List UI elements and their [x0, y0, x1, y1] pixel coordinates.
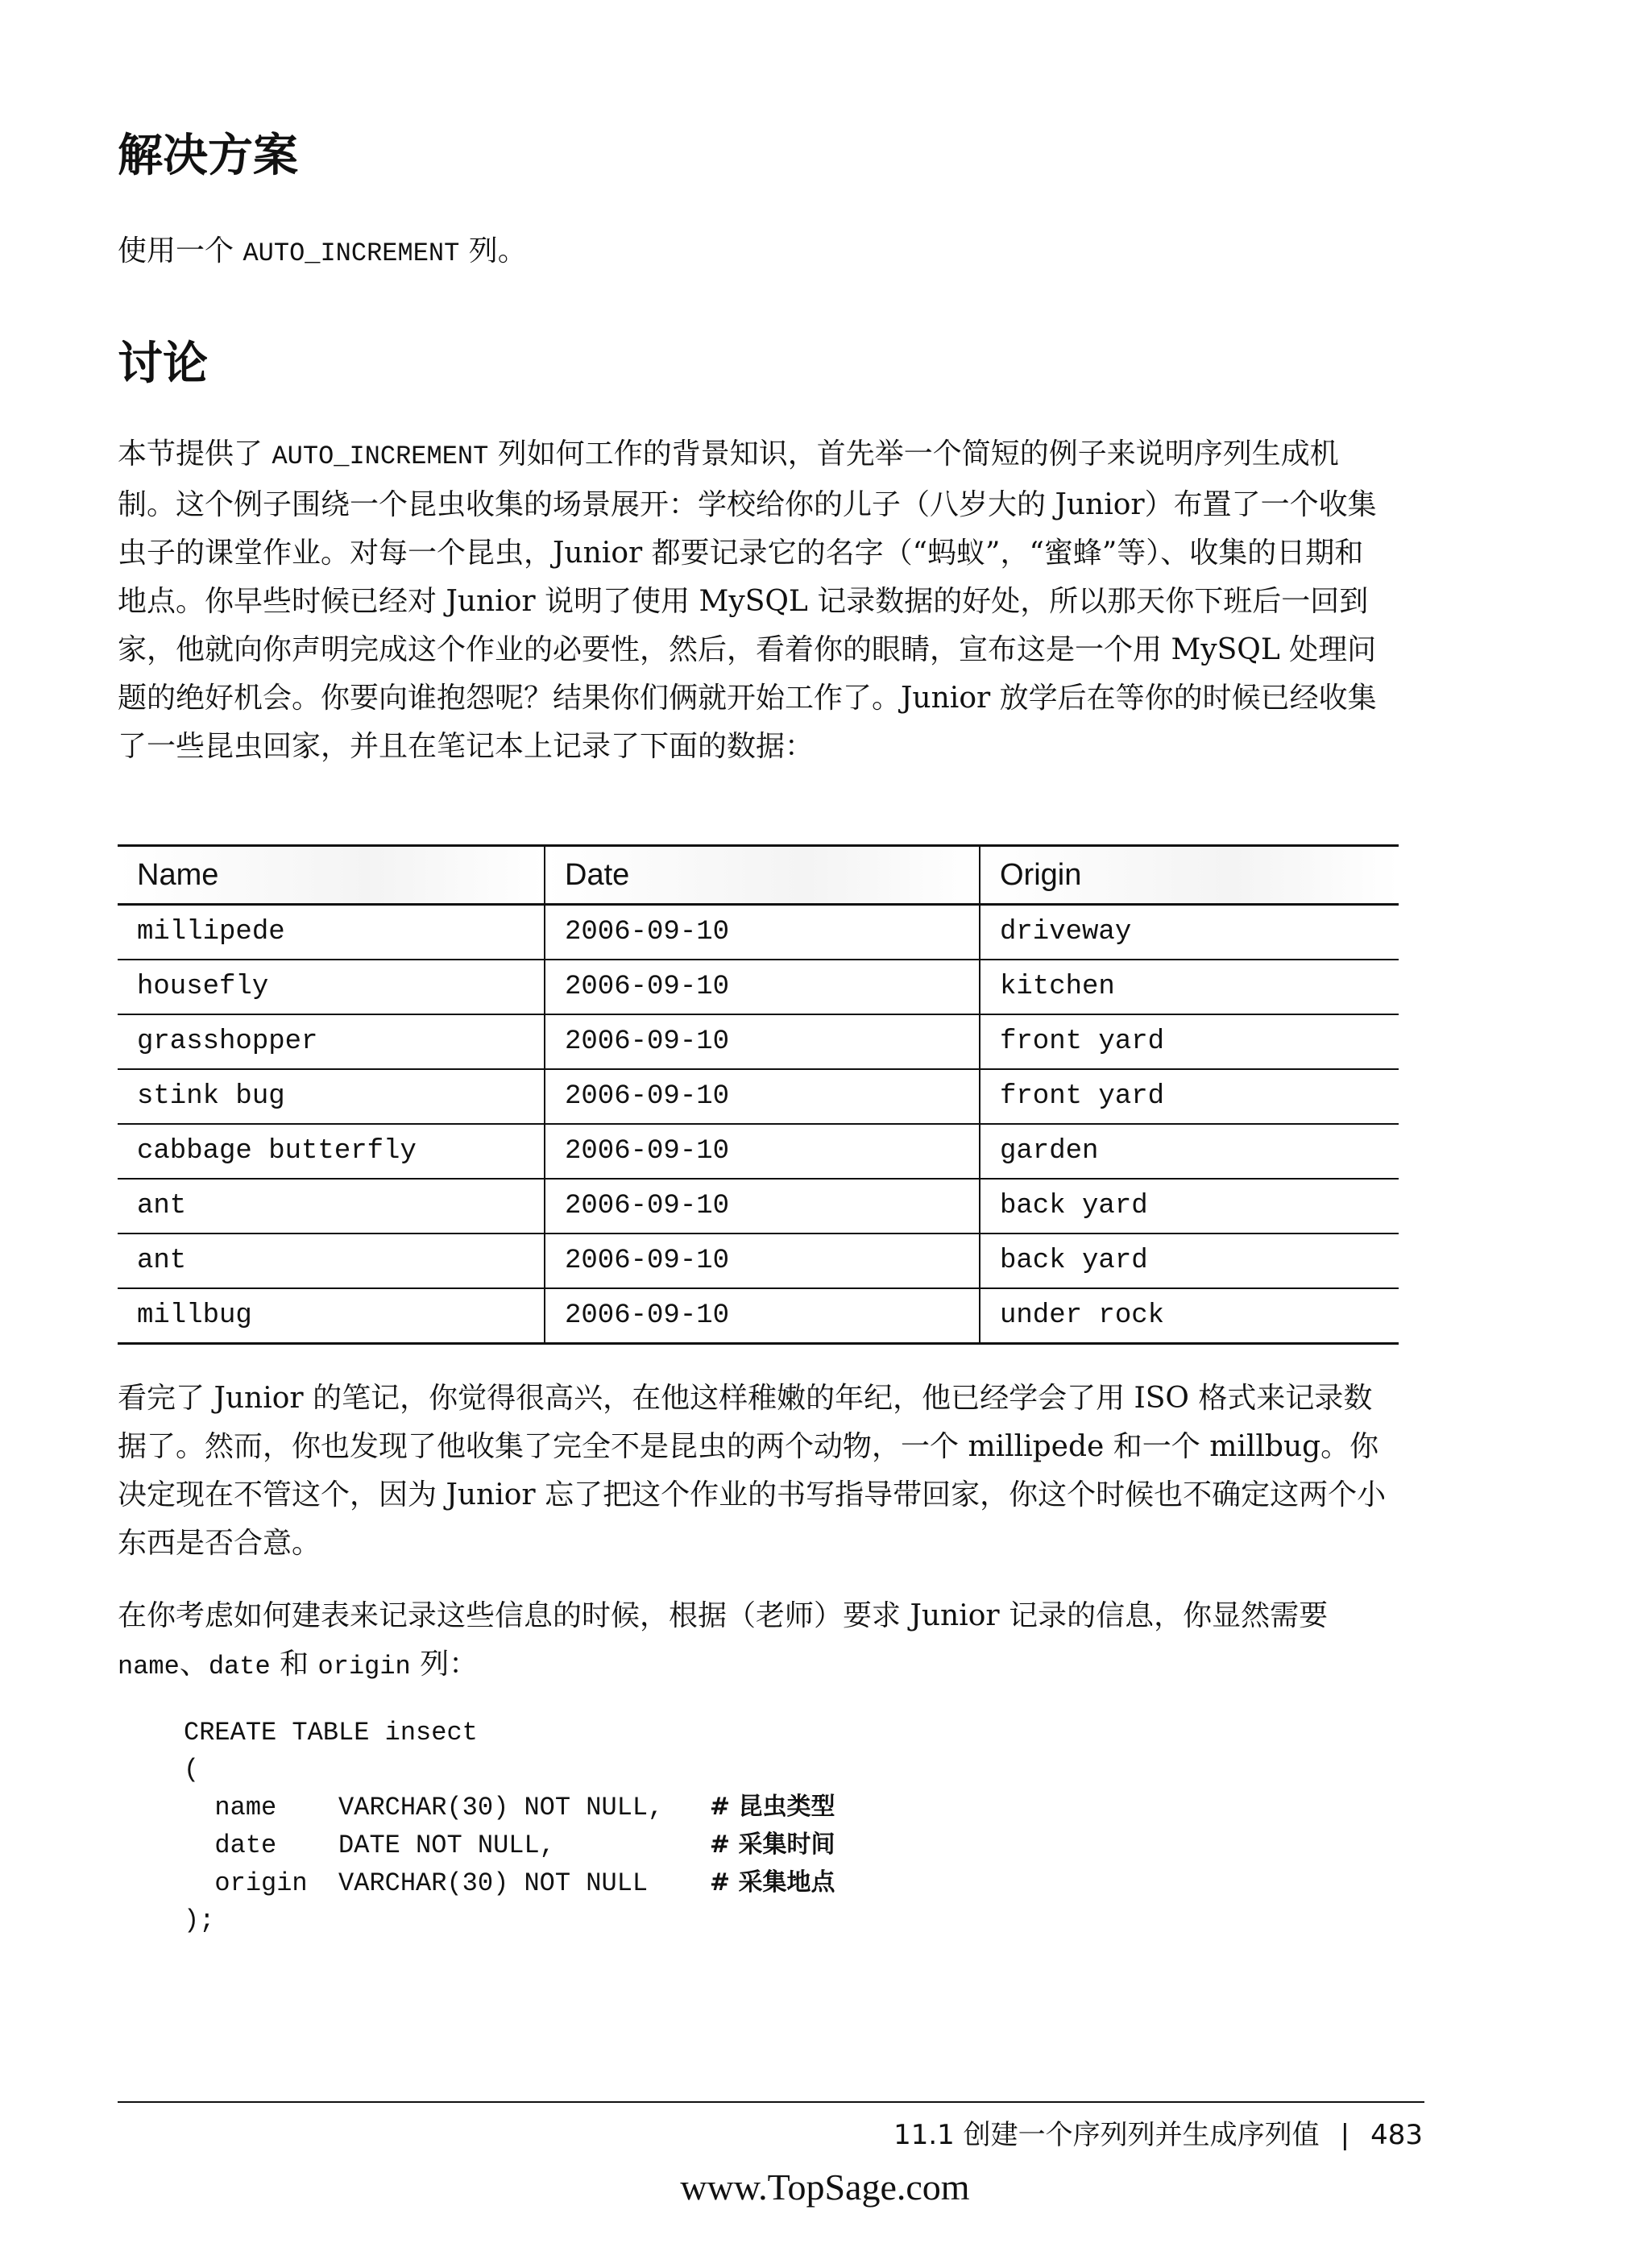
header-name: Name [118, 846, 545, 905]
cell-name: ant [118, 1179, 545, 1234]
cell-date: 2006-09-10 [545, 905, 980, 960]
p3-code-date: date [208, 1652, 271, 1681]
table-header-row [118, 846, 1399, 905]
p3-sep-2: 和 [270, 1648, 318, 1681]
code-line [184, 1826, 835, 1864]
table-row [118, 1014, 1399, 1069]
cell-name: cabbage butterfly [118, 1124, 545, 1179]
solution-text-before: 使用一个 [118, 234, 243, 267]
discussion-paragraph-1 [118, 430, 1391, 771]
footer-section: 11.1 创建一个序列列并生成序列值 [893, 2119, 1320, 2151]
solution-text-after: 列。 [459, 234, 527, 267]
table-row [118, 905, 1399, 960]
p3-sep-1: 、 [179, 1648, 209, 1681]
table-row [118, 1288, 1399, 1344]
cell-origin: kitchen [980, 960, 1399, 1014]
discussion-paragraph-2: 看完了 Junior 的笔记，你觉得很高兴，在他这样稚嫩的年纪，他已经学会了用 ISO 格式来记录数据了。然而，你也发现了他收集了完全不是昆虫的两个动物，一个 millipede 和一个 millbug。你决定现在不管这个，因为 Junior 忘了把这个作业的书写指导带回家，你这个时候也不确定这两个小东西是否合意。 [118, 1382, 1387, 1560]
code-comment: # 采集地点 [709, 1868, 835, 1897]
cell-date: 2006-09-10 [545, 1014, 980, 1069]
site-watermark: www.TopSage.com [680, 2166, 970, 2208]
cell-origin: back yard [980, 1179, 1399, 1234]
discussion-heading: 讨论 [118, 338, 208, 390]
cell-date: 2006-09-10 [545, 1069, 980, 1124]
cell-date: 2006-09-10 [545, 1234, 980, 1288]
code-comment: # 采集时间 [709, 1831, 835, 1859]
solution-heading: 解决方案 [118, 130, 298, 182]
cell-origin: front yard [980, 1014, 1399, 1069]
p1-after: 列如何工作的背景知识，首先举一个简短的例子来说明序列生成机制。这个例子围绕一个昆虫收集的场景展开：学校给你的儿子（八岁大的 Junior）布置了一个收集虫子的课堂作业。对每一个昆虫，Junior 都要记录它的名字（“蚂蚁”，“蜜蜂”等）、收集的日期和地点。你早些时候已经对 Junior 说明了使用 MySQL 记录数据的好处，所以那天你下班后一回到家，他就向你声明完成这个作业的必要性，然后，看着你的眼睛，宣布这是一个用 MySQL 处理问题的绝好机会。你要向谁抱怨呢？结果你们俩就开始工作了。Junior 放学后在等你的时候已经收集了一些昆虫回家，并且在笔记本上记录了下面的数据： [118, 437, 1377, 763]
table-row [118, 1069, 1399, 1124]
header-origin: Origin [980, 846, 1399, 905]
cell-name: millbug [118, 1288, 545, 1344]
code-line: ); [184, 1905, 215, 1935]
code-line: ( [184, 1755, 200, 1785]
table-row [118, 1124, 1399, 1179]
p3-before: 在你考虑如何建表来记录这些信息的时候，根据（老师）要求 Junior 记录的信息，你显然需要 [118, 1599, 1329, 1632]
cell-origin: garden [980, 1124, 1399, 1179]
table-row [118, 1179, 1399, 1234]
code-comment: # 昆虫类型 [709, 1793, 835, 1821]
code-text: name VARCHAR(30) NOT NULL, [184, 1793, 710, 1822]
p3-code-origin: origin [317, 1652, 411, 1681]
cell-origin: back yard [980, 1234, 1399, 1288]
p3-code-name: name [118, 1652, 180, 1681]
solution-code: AUTO_INCREMENT [243, 238, 460, 268]
solution-text [118, 227, 1391, 278]
cell-date: 2006-09-10 [545, 1288, 980, 1344]
page-number: 483 [1370, 2119, 1423, 2151]
p3-after: 列： [410, 1648, 479, 1681]
cell-origin: front yard [980, 1069, 1399, 1124]
p1-before: 本节提供了 [118, 437, 272, 471]
cell-date: 2006-09-10 [545, 960, 980, 1014]
header-date: Date [545, 846, 980, 905]
footer-rule [118, 2101, 1424, 2103]
code-text: date DATE NOT NULL, [184, 1831, 710, 1860]
cell-name: millipede [118, 905, 545, 960]
page-footer [893, 2113, 1423, 2152]
cell-date: 2006-09-10 [545, 1179, 980, 1234]
cell-name: ant [118, 1234, 545, 1288]
cell-date: 2006-09-10 [545, 1124, 980, 1179]
cell-origin: under rock [980, 1288, 1399, 1344]
footer-separator: | [1340, 2119, 1350, 2151]
cell-name: grasshopper [118, 1014, 545, 1069]
p1-code: AUTO_INCREMENT [272, 442, 489, 471]
code-line [184, 1864, 835, 1902]
code-text: origin VARCHAR(30) NOT NULL [184, 1868, 710, 1898]
code-line: CREATE TABLE insect [184, 1718, 478, 1748]
insect-table [118, 844, 1399, 1345]
cell-name: housefly [118, 960, 545, 1014]
discussion-paragraph-3 [118, 1592, 1391, 1691]
table-row [118, 960, 1399, 1014]
table-row [118, 1234, 1399, 1288]
code-line [184, 1789, 835, 1826]
sql-code-block [184, 1714, 835, 1939]
cell-origin: driveway [980, 905, 1399, 960]
cell-name: stink bug [118, 1069, 545, 1124]
